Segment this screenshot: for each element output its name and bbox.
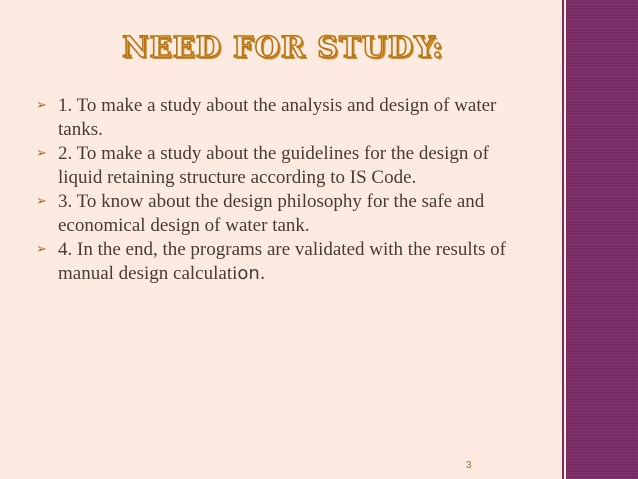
arrow-bullet-icon: ➢ bbox=[36, 242, 47, 257]
bullet-item-2 bbox=[36, 142, 536, 190]
side-divider-line bbox=[562, 0, 564, 479]
decorative-side-band bbox=[566, 0, 638, 479]
arrow-bullet-icon: ➢ bbox=[36, 98, 47, 113]
bullet-text: 3. To know about the design philosophy for the safe and economical design of water tank. bbox=[58, 191, 485, 236]
bullet-item-4 bbox=[36, 238, 536, 286]
slide-title: NEED FOR STUDY: bbox=[122, 30, 444, 64]
bullet-item-1 bbox=[36, 94, 536, 142]
bullet-text: 1. To make a study about the analysis and design of water tanks. bbox=[58, 95, 497, 140]
arrow-bullet-icon: ➢ bbox=[36, 146, 47, 161]
bullet-text: 2. To make a study about the guidelines for the design of liquid retaining structure according to IS Code. bbox=[58, 143, 490, 188]
bullet-text-tail: on. bbox=[237, 263, 266, 284]
bullet-item-3 bbox=[36, 190, 536, 238]
bullet-text: 4. In the end, the programs are validated with the results of manual design calculati bbox=[58, 239, 506, 284]
page-number: 3 bbox=[466, 460, 472, 471]
arrow-bullet-icon: ➢ bbox=[36, 194, 47, 209]
bullet-list bbox=[36, 94, 536, 286]
